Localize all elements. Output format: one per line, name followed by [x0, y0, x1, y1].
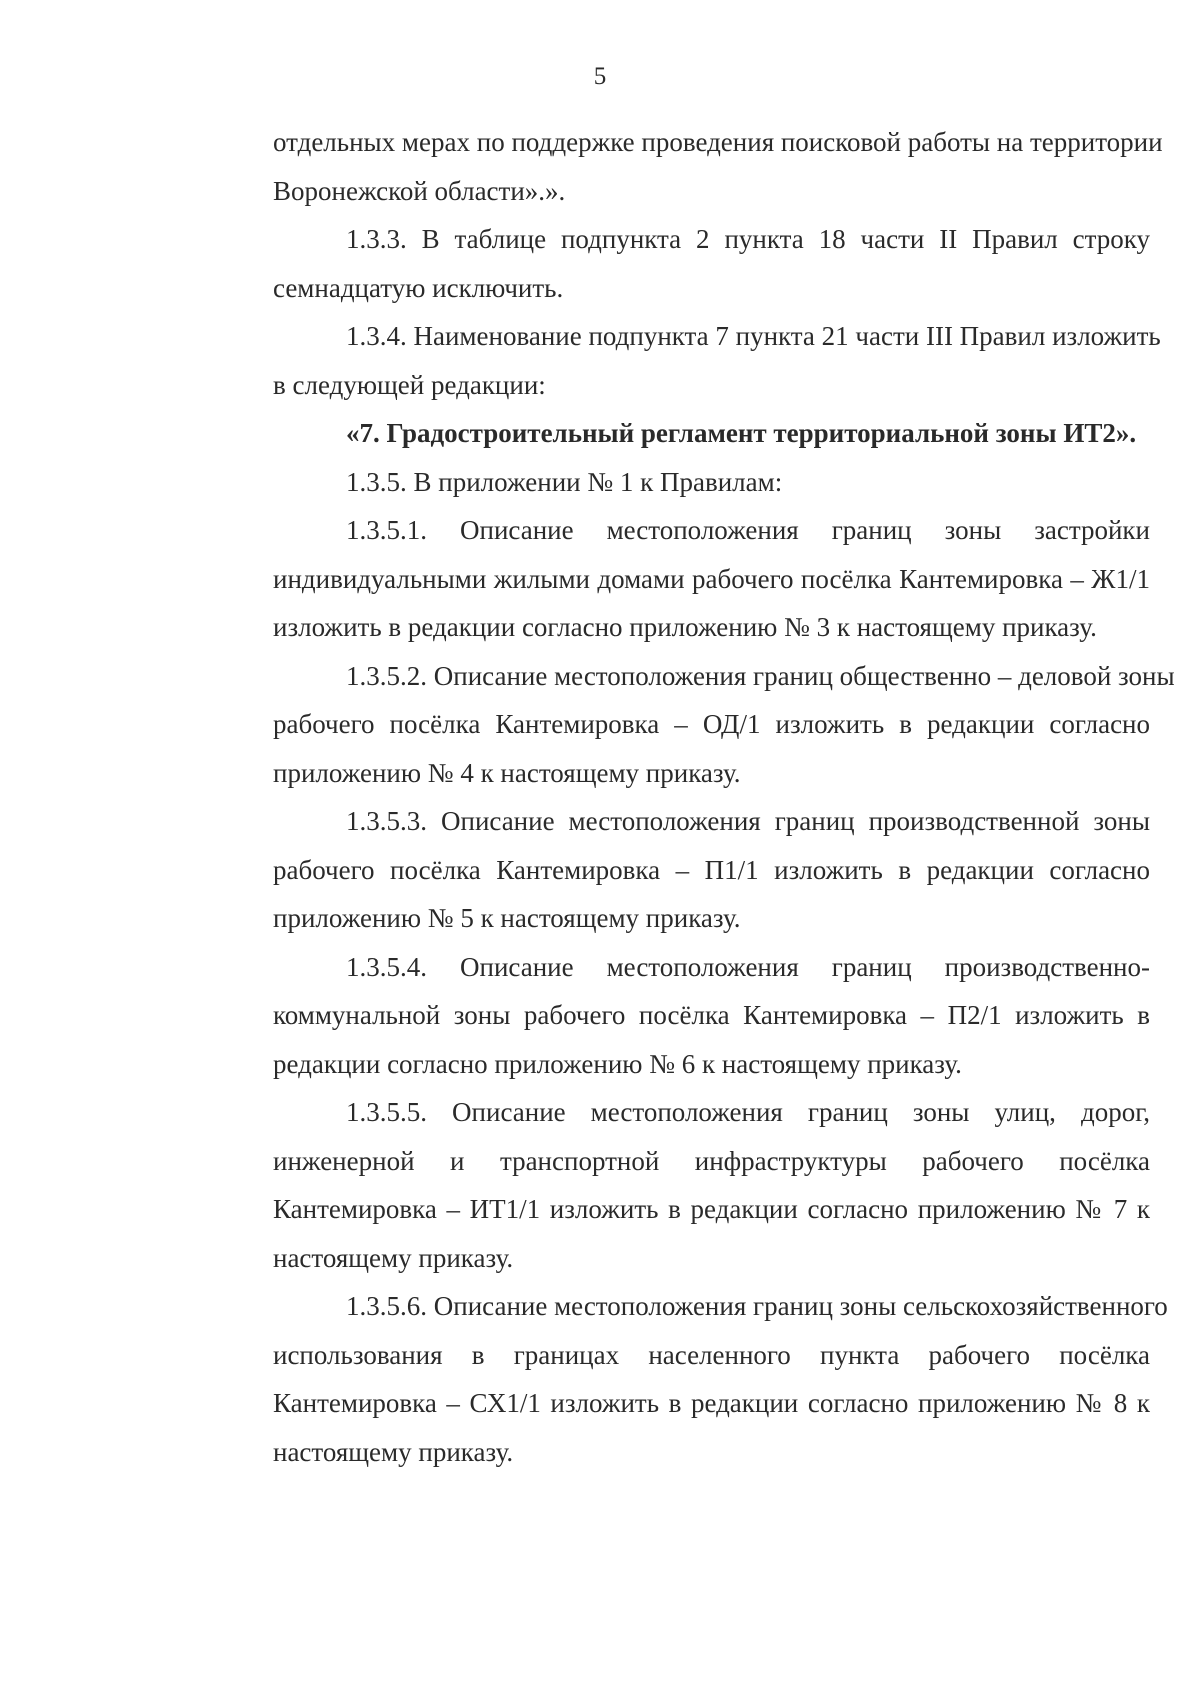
text-line: приложению № 4 к настоящему приказу.	[273, 757, 741, 788]
paragraph-1-3-5-2	[200, 652, 1175, 798]
paragraph-1-3-5	[200, 458, 1150, 507]
text-line: в следующей редакции:	[273, 369, 546, 400]
text-line: Кантемировка – СХ1/1 изложить в редакции согласно приложению № 8 к	[273, 1388, 1150, 1418]
paragraph-1-3-4	[200, 312, 1161, 409]
text-line: редакции согласно приложению № 6 к настоящему приказу.	[273, 1048, 962, 1079]
text-line: 1.3.5.5. Описание местоположения границ зоны улиц, дорог,	[346, 1097, 1150, 1127]
text-line: приложению № 5 к настоящему приказу.	[273, 903, 741, 933]
text-line: отдельных мерах по поддержке проведения поисковой работы на территории	[273, 127, 1163, 157]
text-line: 1.3.3. В таблице подпункта 2 пункта 18 части II Правил строку	[346, 224, 1150, 254]
text-line: 1.3.4. Наименование подпункта 7 пункта 21 части III Правил изложить	[346, 321, 1161, 351]
heading-line: «7. Градостроительный регламент территориальной зоны ИТ2».	[346, 418, 1137, 448]
page-number: 5	[593, 63, 607, 90]
text-line: настоящему приказу.	[273, 1242, 514, 1273]
text-line: 1.3.5.3. Описание местоположения границ производственной зоны	[346, 806, 1150, 836]
text-line: 1.3.5.6. Описание местоположения границ зоны сельскохозяйственного	[346, 1291, 1168, 1321]
text-line: 1.3.5. В приложении № 1 к Правилам:	[346, 466, 783, 497]
text-line: 1.3.5.4. Описание местоположения границ производственно-	[346, 951, 1150, 982]
text-line: 1.3.5.2. Описание местоположения границ общественно – деловой зоны	[346, 660, 1175, 691]
paragraph-heading	[200, 409, 1150, 458]
text-line: индивидуальными жилыми домами рабочего посёлка Кантемировка – Ж1/1	[273, 563, 1150, 594]
text-line: изложить в редакции согласно приложению № 3 к настоящему приказу.	[273, 612, 1097, 642]
paragraph-1-3-5-5	[200, 1088, 1150, 1282]
text-line: рабочего посёлка Кантемировка – П1/1 изложить в редакции согласно	[273, 854, 1150, 885]
paragraph-1-3-3	[200, 215, 1150, 312]
text-line: Кантемировка – ИТ1/1 изложить в редакции согласно приложению № 7 к	[273, 1194, 1150, 1224]
paragraph-continuation	[200, 118, 1163, 215]
document-body	[200, 118, 1175, 1476]
text-line: инженерной и транспортной инфраструктуры рабочего посёлка	[273, 1145, 1150, 1176]
paragraph-1-3-5-1	[200, 506, 1150, 652]
paragraph-1-3-5-4	[200, 943, 1150, 1089]
text-line: коммунальной зоны рабочего посёлка Кантемировка – П2/1 изложить в	[273, 1000, 1150, 1030]
text-line: настоящему приказу.	[273, 1436, 514, 1467]
paragraph-1-3-5-3	[200, 797, 1150, 943]
text-line: рабочего посёлка Кантемировка – ОД/1 изложить в редакции согласно	[273, 709, 1150, 739]
text-line: Воронежской области».».	[273, 175, 566, 206]
paragraph-1-3-5-6	[200, 1282, 1168, 1476]
text-line: использования в границах населенного пункта рабочего посёлка	[273, 1339, 1150, 1370]
text-line: 1.3.5.1. Описание местоположения границ зоны застройки	[346, 515, 1150, 545]
text-line: семнадцатую исключить.	[273, 272, 564, 303]
